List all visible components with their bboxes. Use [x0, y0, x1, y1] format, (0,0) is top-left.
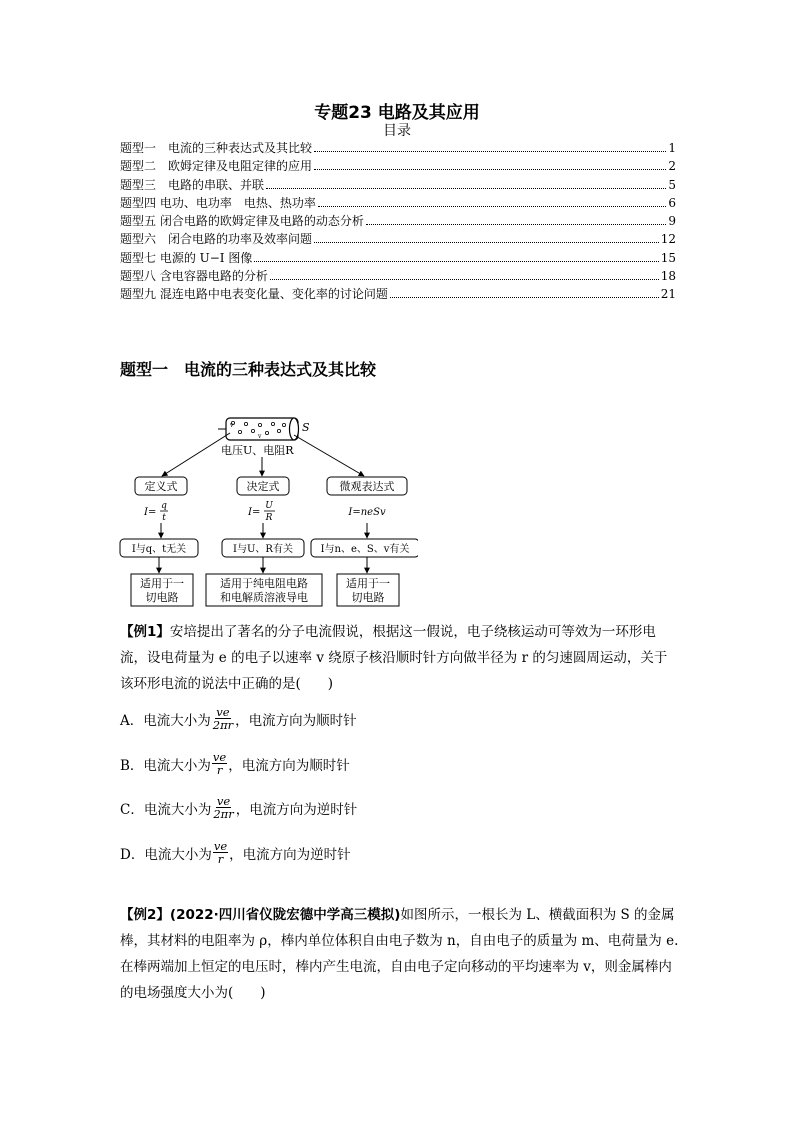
- example-label: 【例2】: [120, 907, 170, 923]
- formula-lhs: I=: [144, 507, 157, 518]
- relation-text: I与n、e、S、v有关: [320, 544, 410, 555]
- microscopic-formula-box: 微观表达式: [339, 480, 395, 493]
- toc-entry-title: 题型八 含电容器电路的分析: [120, 269, 268, 284]
- toc-entry-title: 题型三 电路的串联、并联: [120, 177, 265, 192]
- option-tail: ，电流方向为逆时针: [235, 801, 358, 818]
- relation-text: I与U、R有关: [233, 544, 293, 555]
- fraction-denominator: r: [216, 763, 223, 777]
- section-title: 题型一 电流的三种表达式及其比较: [120, 360, 377, 379]
- toc-entry[interactable]: [120, 249, 676, 267]
- example-1-stem: [120, 619, 680, 697]
- toc-entry[interactable]: [120, 285, 676, 303]
- option-b[interactable]: [120, 751, 350, 776]
- scope-text: 适用于纯电阻电路: [220, 577, 308, 590]
- option-tail: ，电流方向为顺时针: [228, 757, 350, 774]
- toc-page-number: 1: [668, 141, 676, 155]
- example-text: 安培提出了著名的分子电流假说，根据这一假说，电子绕核运动可等效为一环形电流，设电荷量为 e 的电子以速率 v 绕原子核沿顺时针方向做半径为 r 的匀速圆周运动，关于该环形电流的说法中正确的是( ): [120, 624, 668, 692]
- option-tail: ，电流方向为顺时针: [235, 712, 357, 729]
- toc-entry[interactable]: [120, 176, 676, 194]
- option-letter: C．电流大小为: [120, 801, 212, 818]
- toc-leader: [254, 260, 658, 262]
- toc-entry-title: 题型九 混连电路中电表变化量、变化率的讨论问题: [120, 287, 388, 302]
- option-tail: ，电流方向为逆时针: [229, 846, 351, 863]
- toc-page-number: 21: [660, 287, 676, 302]
- scope-text: 切电路: [145, 591, 179, 604]
- fraction: [212, 795, 234, 820]
- area-label: S: [302, 421, 310, 434]
- table-of-contents: [120, 139, 676, 304]
- toc-page-number: 5: [668, 177, 676, 192]
- toc-page-number: 2: [668, 159, 676, 174]
- current-expressions-diagram: [118, 413, 418, 608]
- formula-denominator: t: [162, 513, 166, 523]
- toc-leader: [366, 223, 667, 225]
- fraction: [213, 840, 228, 865]
- toc-leader: [314, 241, 659, 243]
- svg-text:v: v: [230, 422, 234, 429]
- toc-entry-title: 题型七 电源的 U−I 图像: [120, 250, 253, 265]
- fraction-denominator: 2πr: [212, 718, 234, 732]
- scope-text: 和电解质溶液导电: [220, 591, 308, 604]
- formula-lhs: I=: [248, 507, 261, 518]
- example-2-stem: [120, 902, 680, 1006]
- definition-formula-box: 定义式: [144, 480, 178, 493]
- formula-numerator: U: [265, 501, 273, 511]
- toc-page-number: 18: [660, 269, 676, 284]
- example-label: 【例1】: [120, 624, 170, 640]
- option-a[interactable]: [120, 706, 357, 731]
- toc-entry[interactable]: [120, 194, 676, 212]
- toc-page-number: 9: [668, 214, 676, 229]
- relation-text: I与q、t无关: [131, 544, 187, 555]
- formula-denominator: R: [265, 513, 273, 523]
- toc-entry-title: 题型六 闭合电路的功率及效率问题: [120, 232, 313, 247]
- fraction-numerator: ve: [216, 794, 231, 808]
- option-letter: B．电流大小为: [120, 757, 211, 774]
- toc-leader: [270, 278, 659, 280]
- toc-entry[interactable]: [120, 267, 676, 285]
- toc-entry[interactable]: [120, 212, 676, 230]
- document-title: 专题23 电路及其应用: [314, 103, 480, 123]
- toc-leader: [318, 205, 667, 207]
- option-d[interactable]: [120, 840, 351, 865]
- toc-leader: [266, 187, 666, 189]
- top-caption: 电压U、电阻R: [221, 444, 294, 457]
- toc-page-number: 6: [668, 195, 676, 210]
- fraction-numerator: ve: [213, 839, 228, 853]
- toc-leader: [314, 150, 666, 152]
- fraction: [212, 706, 234, 731]
- toc-leader: [314, 168, 666, 170]
- conductor-cylinder: [218, 418, 299, 440]
- toc-entry[interactable]: [120, 230, 676, 248]
- toc-entry[interactable]: [120, 157, 676, 175]
- toc-entry-title: 题型五 闭合电路的欧姆定律及电路的动态分析: [120, 214, 364, 229]
- micro-formula: I=neSv: [348, 507, 386, 518]
- fraction-denominator: r: [217, 852, 224, 866]
- example-text: 如图所示，一根长为 L、横截面积为 S 的金属棒，其材料的电阻率为 ρ，棒内单位体积自由电子数为 n，自由电子的质量为 m、电荷量为 e.在棒两端加上恒定的电压时，棒内产生电流，自由电子定向移动的平均速率为 v，则金属棒内的电场强度大小为( ): [120, 907, 679, 1001]
- toc-page-number: 12: [660, 232, 676, 247]
- fraction-numerator: ve: [212, 750, 227, 764]
- toc-page-number: 15: [660, 250, 676, 265]
- scope-text: 适用于一: [346, 577, 390, 590]
- fraction-numerator: ve: [216, 705, 230, 719]
- toc-entry-title: 题型一 电流的三种表达式及其比较: [120, 141, 313, 155]
- option-c[interactable]: [120, 795, 357, 820]
- toc-heading: 目录: [383, 123, 411, 139]
- toc-entry-title: 题型二 欧姆定律及电阻定律的应用: [120, 159, 313, 174]
- formula-numerator: q: [161, 501, 167, 511]
- toc-entry[interactable]: [120, 139, 676, 157]
- toc-leader: [390, 296, 659, 298]
- scope-text: 适用于一: [140, 577, 184, 590]
- fraction-denominator: 2πr: [213, 807, 234, 821]
- option-letter: A．电流大小为: [120, 712, 211, 729]
- toc-entry-title: 题型四 电功、电功率 电热、热功率: [120, 195, 316, 210]
- option-letter: D．电流大小为: [120, 846, 212, 863]
- svg-text:v: v: [258, 433, 262, 440]
- scope-text: 切电路: [351, 591, 385, 604]
- determining-formula-box: 决定式: [246, 480, 280, 493]
- fraction: [212, 751, 227, 776]
- example-source: (2022·四川省仪陇宏德中学高三模拟): [169, 907, 401, 923]
